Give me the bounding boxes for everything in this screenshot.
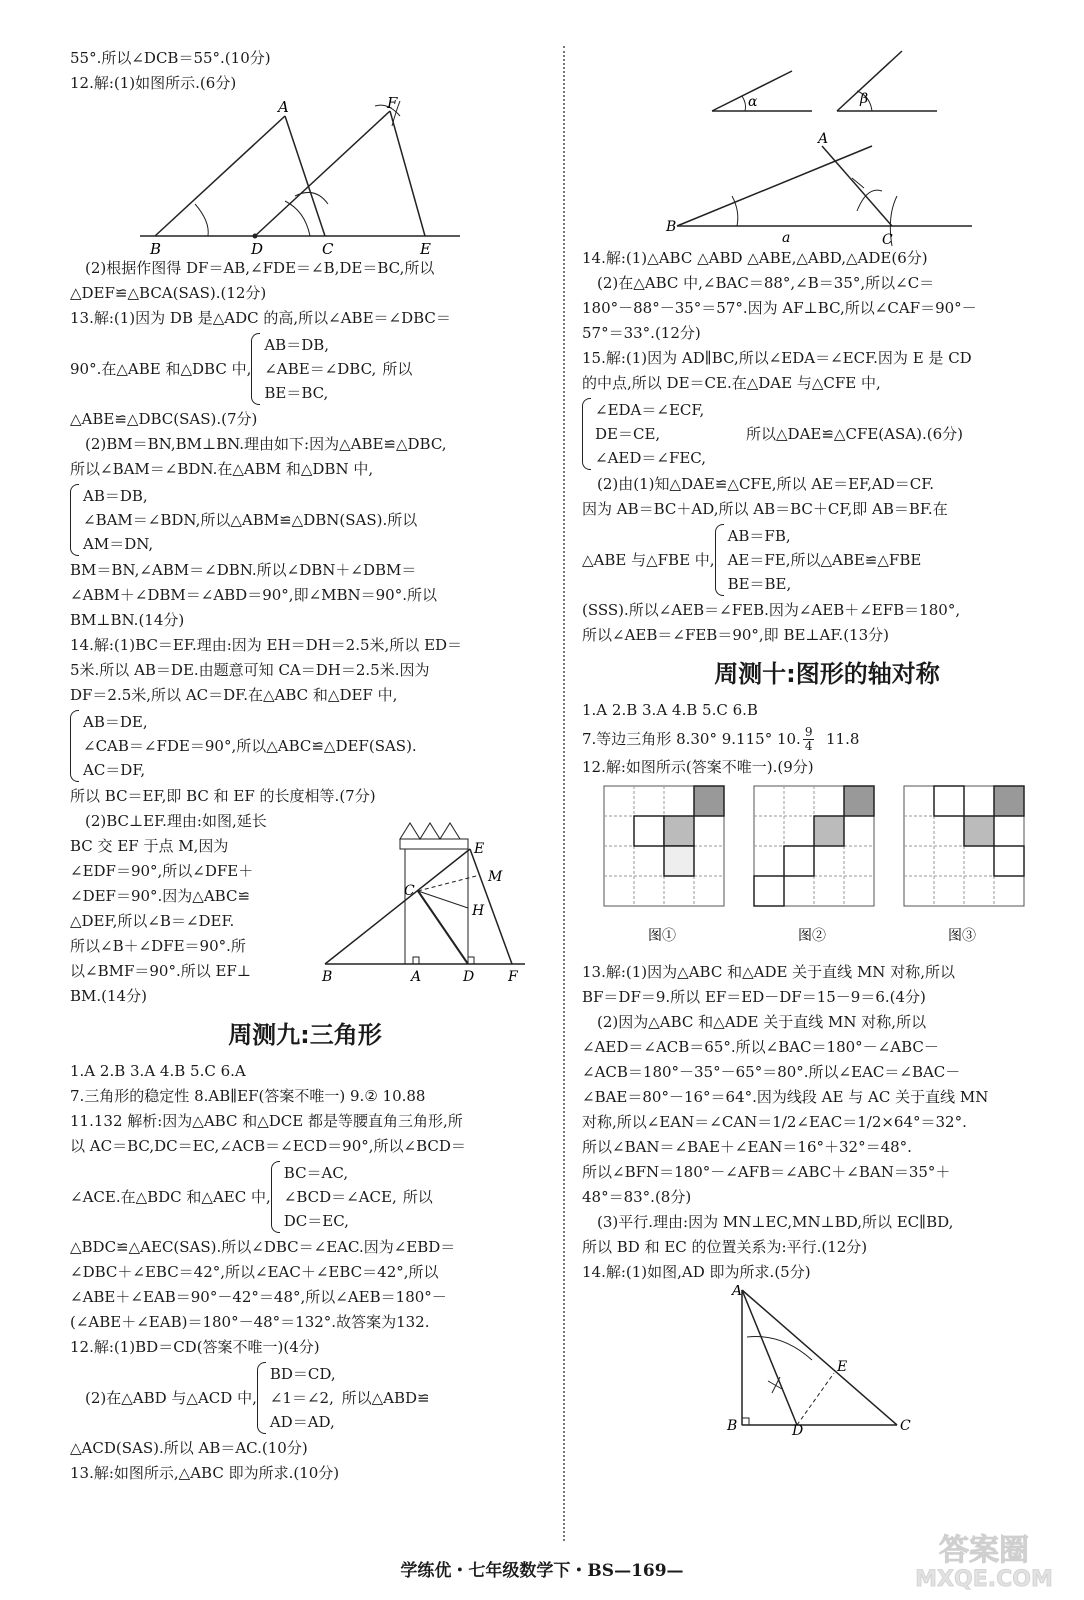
text-line: △BDC≌△AEC(SAS).所以∠DBC＝∠EAC.因为∠EBD＝ xyxy=(70,1238,456,1256)
text-line: 12.解:(1)BD＝CD(答案不唯一)(4分) xyxy=(70,1338,320,1356)
label-B: B xyxy=(150,240,162,256)
svg-text:C: C xyxy=(404,883,415,899)
text-line: 11.132 解析:因为△ABC 和△DCE 都是等腰直角三角形,所 xyxy=(70,1112,463,1130)
text-line: DF＝2.5米,所以 AC＝DF.在△ABC 和△DEF 中, xyxy=(70,686,398,704)
bisector-figure xyxy=(582,1285,1052,1435)
text-line: 1.A 2.B 3.A 4.B 5.C 6.B xyxy=(582,701,758,719)
svg-text:B: B xyxy=(322,969,333,984)
watermark-logo xyxy=(904,1526,1064,1592)
text-line: (3)平行.理由:因为 MN⊥EC,MN⊥BD,所以 EC∥BD, xyxy=(597,1213,954,1231)
text-line: 所以∠BFN＝180°－∠AFB＝∠ABC＋∠BAN＝35°＋ xyxy=(582,1163,951,1181)
text-line: (∠ABE＋∠EAB)＝180°－48°＝132°.故答案为132. xyxy=(70,1313,430,1331)
text-line: (2)根据作图得 DF＝AB,∠FDE＝∠B,DE＝BC,所以 xyxy=(85,259,435,277)
text-line: 13.解:(1)因为 DB 是△ADC 的高,所以∠ABE＝∠DBC＝ xyxy=(70,309,451,327)
text-line: (2)由(1)知△DAE≌△CFE,所以 AE＝EF,AD＝CF. xyxy=(597,475,935,493)
text-line: 所以∠BAM＝∠BDN.在△ABM 和△DBN 中, xyxy=(70,460,374,478)
svg-text:F: F xyxy=(508,969,518,984)
text-line: 12.解:如图所示(答案不唯一).(9分) xyxy=(582,758,814,776)
text-line: BM⊥BN.(14分) xyxy=(70,611,185,629)
label-D: D xyxy=(251,240,264,256)
grid-3 xyxy=(904,786,1024,906)
grid-caption-1: 图① xyxy=(648,928,676,944)
text-line: ∠BAE＝80°－16°＝64°.因为线段 AE 与 AC 关于直线 MN xyxy=(582,1088,989,1106)
left-column xyxy=(70,46,540,1486)
text-line: 所以∠AEB＝∠FEB＝90°,即 BE⊥AF.(13分) xyxy=(582,626,889,644)
text-line: △ACD(SAS).所以 AB＝AC.(10分) xyxy=(70,1439,308,1457)
page-footer: 学练优・七年级数学下・BS—169— xyxy=(400,1561,684,1581)
svg-text:答案圈: 答案圈 xyxy=(939,1533,1029,1568)
grid-1 xyxy=(604,786,724,906)
text-line: 14.解:(1)BC＝EF.理由:因为 EH＝DH＝2.5米,所以 ED＝ xyxy=(70,636,463,654)
svg-text:H: H xyxy=(472,903,485,919)
fraction: 9 4 xyxy=(804,724,813,753)
brace-row: 90°.在△ABE 和△DBC 中, AB＝DB, ∠ABE＝∠DBC, BE＝BC, 所以 xyxy=(70,331,540,407)
label-A: A xyxy=(818,131,829,147)
text-line: (2)因为△ABC 和△ADE 关于直线 MN 对称,所以 xyxy=(597,1013,927,1031)
text-line: 15.解:(1)因为 AD∥BC,所以∠EDA＝∠ECF.因为 E 是 CD xyxy=(582,349,972,367)
text-line: 48°＝83°.(8分) xyxy=(582,1188,692,1206)
text-line: (2)BM＝BN,BM⊥BN.理由如下:因为△ABE≌△DBC, xyxy=(85,435,447,453)
brace-row: ∠EDA＝∠ECF, DE＝CE, ∠AED＝∠FEC, 所以△DAE≌△CFE(ASA).(6分) xyxy=(582,396,1072,472)
tower-figure xyxy=(320,809,535,984)
text-line: 12.解:(1)如图所示.(6分) xyxy=(70,74,237,92)
text-line: ∠ACB＝180°－35°－65°＝80°.所以∠EAC＝∠BAC－ xyxy=(582,1063,961,1081)
text-line: BM.(14分) xyxy=(70,987,147,1005)
svg-text:C: C xyxy=(900,1418,911,1434)
construction-figure-1 xyxy=(70,96,470,256)
brace-row: (2)在△ABD 与△ACD 中, BD＝CD, ∠1＝∠2, AD＝AD, 所以△ABD≌ xyxy=(70,1360,540,1436)
label-C: C xyxy=(882,232,893,246)
label-beta: β xyxy=(860,91,869,107)
brace-row: ∠ACE.在△BDC 和△AEC 中, BC＝AC, ∠BCD＝∠ACE, DC＝EC, 所以 xyxy=(70,1159,540,1235)
text-line: 180°－88°－35°＝57°.因为 AF⊥BC,所以∠CAF＝90°－ xyxy=(582,299,977,317)
text-line: 7.等边三角形 8.30° 9.115° 10. 9 4 11.8 xyxy=(582,724,860,753)
text-line: ∠AED＝∠ACB＝65°.所以∠BAC＝180°－∠ABC－ xyxy=(582,1038,939,1056)
text-line: △DEF≌△BCA(SAS).(12分) xyxy=(70,284,267,302)
text-line: BM＝BN,∠ABM＝∠DBN.所以∠DBN＋∠DBM＝ xyxy=(70,561,417,579)
brace-group: AB＝DB, ∠BAM＝∠BDN,所以△ABM≌△DBN(SAS).所以 AM＝DN, xyxy=(70,484,540,556)
text-line: 1.A 2.B 3.A 4.B 5.C 6.A xyxy=(70,1062,246,1080)
text-line: 所以∠BAN＝∠BAE＋∠EAN＝16°＋32°＝48°. xyxy=(582,1138,912,1156)
label-E: E xyxy=(420,240,431,256)
text-line: 因为 AB＝BC＋AD,所以 AB＝BC＋CF,即 AB＝BF.在 xyxy=(582,500,948,518)
text-line: 55°.所以∠DCB＝55°.(10分) xyxy=(70,49,271,67)
text-line: 13.解:如图所示,△ABC 即为所求.(10分) xyxy=(70,1464,340,1482)
text-line: ∠DBC＋∠EBC＝42°,所以∠EAC＋∠EBC＝42°,所以 xyxy=(70,1263,439,1281)
brace-group: AB＝DE, ∠CAB＝∠FDE＝90°,所以△ABC≌△DEF(SAS). AC＝DF, xyxy=(70,710,540,782)
svg-text:MXQE.COM: MXQE.COM xyxy=(915,1567,1053,1592)
text-line: 13.解:(1)因为△ABC 和△ADE 关于直线 MN 对称,所以 xyxy=(582,963,955,981)
svg-text:M: M xyxy=(488,869,503,885)
section-title-10: 周测十:图形的轴对称 xyxy=(714,660,940,688)
text-line: 57°＝33°.(12分) xyxy=(582,324,701,342)
text-with-figure: (2)BC⊥EF.理由:如图,延长 BC 交 EF 于点 M,因为 ∠EDF＝90°,所以∠DFE＋ ∠DEF＝90°.因为△ABC≌ △DEF,所以∠B＝∠DEF. 所以∠B＋∠DFE＝90°.所 以∠BMF＝90°.所以 EF⊥ E M C H B A D F xyxy=(70,809,540,984)
text-line: 的中点,所以 DE＝CE.在△DAE 与△CFE 中, xyxy=(582,374,881,392)
angle-construction-figure xyxy=(582,46,1042,246)
text-line: ∠ABM＋∠DBM＝∠ABD＝90°,即∠MBN＝90°.所以 xyxy=(70,586,437,604)
svg-text:B: B xyxy=(727,1418,738,1434)
label-A: A xyxy=(278,98,289,116)
svg-text:D: D xyxy=(463,969,475,984)
label-F: F xyxy=(387,96,398,112)
text-line: 所以 BD 和 EC 的位置关系为:平行.(12分) xyxy=(582,1238,868,1256)
svg-text:E: E xyxy=(474,841,485,857)
grid-caption-3: 图③ xyxy=(948,928,976,944)
symmetry-grids xyxy=(582,780,1052,960)
text-line: BF＝DF＝9.所以 EF＝ED－DF＝15－9＝6.(4分) xyxy=(582,988,926,1006)
svg-text:E: E xyxy=(837,1359,848,1375)
brace-group: AB＝FB, AE＝FE,所以△ABE≌△FBE BE＝BE, xyxy=(715,524,922,596)
svg-text:A: A xyxy=(411,969,422,984)
text-line: 所以 BC＝EF,即 BC 和 EF 的长度相等.(7分) xyxy=(70,787,376,805)
text-line: 5米.所以 AB＝DE.由题意可知 CA＝DH＝2.5米.因为 xyxy=(70,661,430,679)
brace-group: BC＝AC, ∠BCD＝∠ACE, DC＝EC, xyxy=(271,1161,397,1233)
text-line: (SSS).所以∠AEB＝∠FEB.因为∠AEB＋∠EFB＝180°, xyxy=(582,601,961,619)
grid-2 xyxy=(754,786,874,906)
brace-group: AB＝DB, ∠ABE＝∠DBC, BE＝BC, xyxy=(251,333,376,405)
grid-caption-2: 图② xyxy=(798,928,826,944)
label-a: a xyxy=(782,230,791,246)
label-C: C xyxy=(322,240,334,256)
text-line: (2)在△ABC 中,∠BAC＝88°,∠B＝35°,所以∠C＝ xyxy=(597,274,935,292)
svg-text:D: D xyxy=(792,1423,804,1435)
svg-text:A: A xyxy=(732,1285,743,1299)
text-line: 对称,所以∠EAN＝∠CAN＝1/2∠EAC＝1/2×64°＝32°. xyxy=(582,1113,967,1131)
text-line: ∠ABE＋∠EAB＝90°－42°＝48°,所以∠AEB＝180°－ xyxy=(70,1288,447,1306)
text-line: 14.解:(1)△ABC △ABD △ABE,△ABD,△ADE(6分) xyxy=(582,249,928,267)
brace-group: ∠EDA＝∠ECF, DE＝CE, ∠AED＝∠FEC, xyxy=(582,398,706,470)
column-divider xyxy=(563,46,565,1541)
text-line: 以 AC＝BC,DC＝EC,∠ACB＝∠ECD＝90°,所以∠BCD＝ xyxy=(70,1137,466,1155)
text-line: △ABE≌△DBC(SAS).(7分) xyxy=(70,410,258,428)
brace-row: △ABE 与△FBE 中, AB＝FB, AE＝FE,所以△ABE≌△FBE BE＝BE, xyxy=(582,522,1072,598)
label-B: B xyxy=(666,219,677,235)
right-column xyxy=(582,46,1072,1435)
label-alpha: α xyxy=(748,94,758,110)
section-title-9: 周测九:三角形 xyxy=(228,1021,382,1049)
text-line: 14.解:(1)如图,AD 即为所求.(5分) xyxy=(582,1263,811,1281)
brace-group: BD＝CD, ∠1＝∠2, AD＝AD, xyxy=(257,1362,336,1434)
text-line: 7.三角形的稳定性 8.AB∥EF(答案不唯一) 9.② 10.88 xyxy=(70,1087,426,1105)
